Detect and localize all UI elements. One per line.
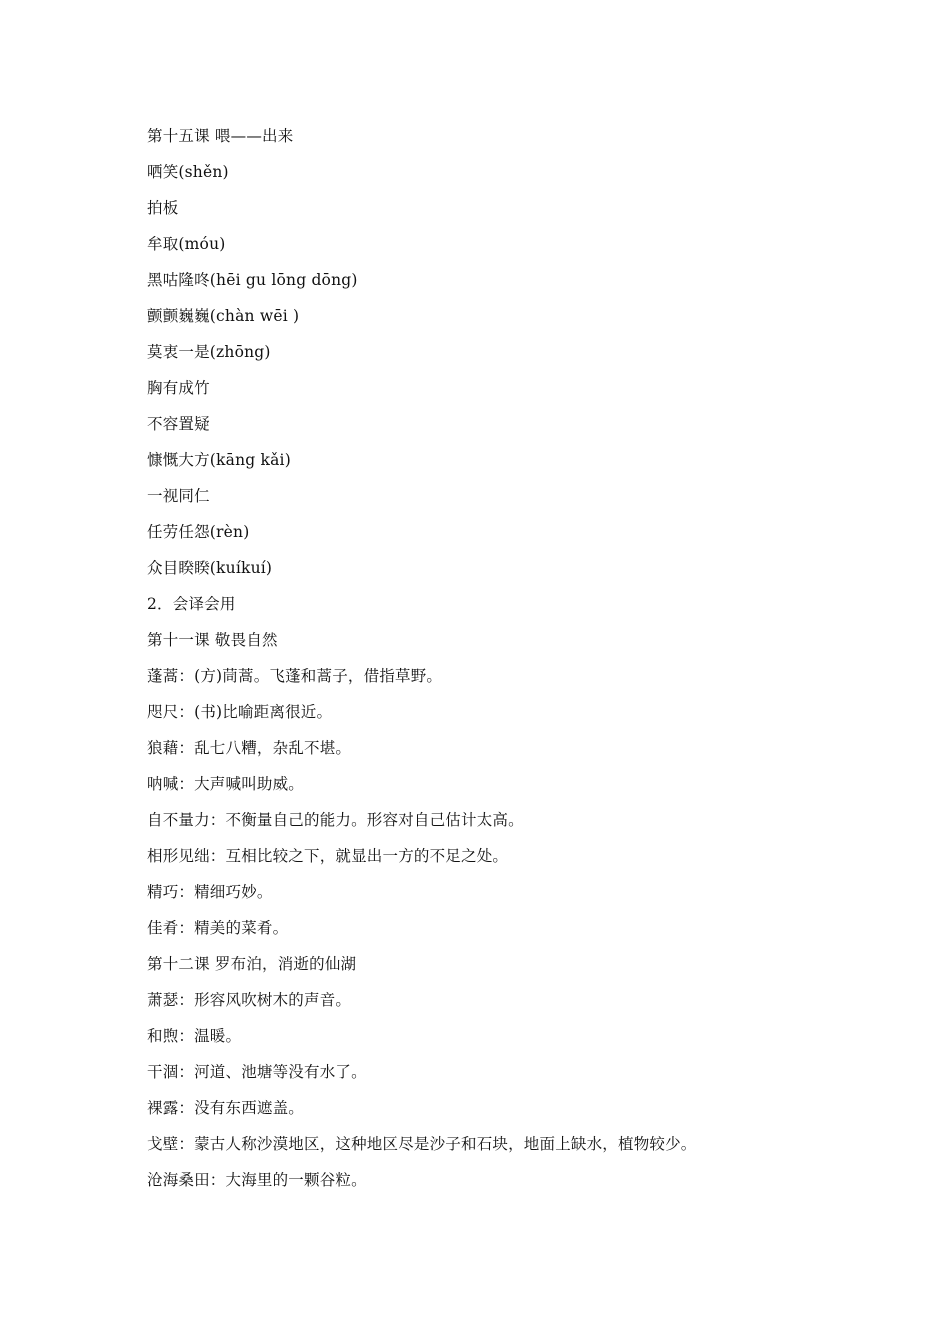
vocab-item: 颤颤巍巍(chàn wēi )	[147, 307, 300, 325]
vocab-item: 任劳任怨(rèn)	[147, 523, 250, 541]
definition-item: 干涸：河道、池塘等没有水了。	[147, 1063, 367, 1081]
vocab-item: 慷慨大方(kāng kǎi)	[147, 451, 291, 469]
definition-item: 呐喊：大声喊叫助威。	[147, 775, 305, 793]
definition-item: 和煦：温暖。	[147, 1027, 242, 1045]
vocab-item: 众目睽睽(kuíkuí)	[147, 559, 273, 577]
vocab-item: 拍板	[147, 199, 179, 217]
definition-item: 狼藉：乱七八糟，杂乱不堪。	[147, 739, 352, 757]
vocab-item: 哂笑(shěn)	[147, 163, 229, 181]
definition-item: 蓬蒿：(方)茼蒿。飞蓬和蒿子，借指草野。	[147, 667, 443, 685]
lesson-heading: 第十五课 喂——出来	[147, 127, 294, 145]
vocab-item: 莫衷一是(zhōng)	[147, 343, 271, 361]
definition-item: 戈壁：蒙古人称沙漠地区，这种地区尽是沙子和石块，地面上缺水，植物较少。	[147, 1135, 697, 1153]
vocab-item: 胸有成竹	[147, 379, 210, 397]
vocab-item: 不容置疑	[147, 415, 210, 433]
definition-item: 相形见绌：互相比较之下，就显出一方的不足之处。	[147, 847, 509, 865]
definition-item: 萧瑟：形容风吹树木的声音。	[147, 991, 352, 1009]
lesson-heading: 第十二课 罗布泊，消逝的仙湖	[147, 955, 357, 973]
definition-item: 精巧：精细巧妙。	[147, 883, 273, 901]
section-heading: 2．会译会用	[147, 595, 236, 613]
vocab-item: 一视同仁	[147, 487, 210, 505]
vocab-item: 牟取(móu)	[147, 235, 226, 253]
vocab-item: 黑咕隆咚(hēi gu lōng dōng)	[147, 271, 358, 289]
definition-item: 沧海桑田：大海里的一颗谷粒。	[147, 1171, 367, 1189]
lesson-heading: 第十一课 敬畏自然	[147, 631, 278, 649]
definition-item: 咫尺：(书)比喻距离很近。	[147, 703, 333, 721]
document-body	[147, 124, 847, 1204]
definition-item: 佳肴：精美的菜肴。	[147, 919, 289, 937]
definition-item: 裸露：没有东西遮盖。	[147, 1099, 305, 1117]
definition-item: 自不量力：不衡量自己的能力。形容对自己估计太高。	[147, 811, 524, 829]
